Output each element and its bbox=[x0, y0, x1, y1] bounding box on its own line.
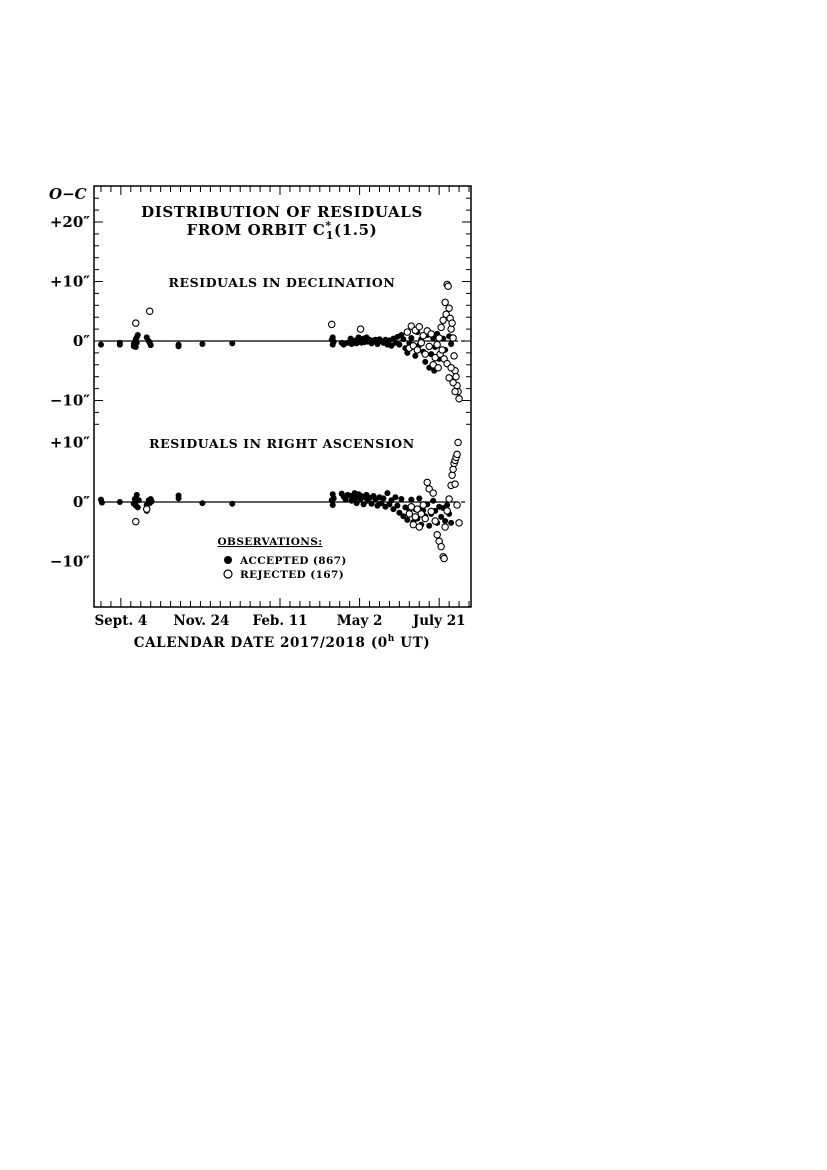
x-axis-label bbox=[134, 634, 431, 651]
accepted-point bbox=[148, 342, 154, 348]
accepted-point bbox=[134, 340, 140, 346]
rejected-point bbox=[404, 329, 410, 335]
rejected-point bbox=[446, 305, 452, 311]
accepted-point bbox=[422, 359, 428, 365]
accepted-point bbox=[396, 342, 402, 348]
accepted-point bbox=[384, 490, 390, 496]
rejected-point bbox=[438, 324, 444, 330]
rejected-point bbox=[434, 341, 440, 347]
title-sub: 1 bbox=[325, 229, 335, 242]
accepted-point bbox=[404, 517, 410, 523]
rejected-point bbox=[439, 347, 445, 353]
legend-heading: OBSERVATIONS: bbox=[217, 536, 323, 548]
accepted-point bbox=[392, 494, 398, 500]
y-tick-label: 0″ bbox=[72, 332, 90, 350]
chart-title-line2 bbox=[187, 219, 378, 242]
rejected-point bbox=[416, 324, 422, 330]
xlabel-prefix: CALENDAR DATE 2017/2018 (0 bbox=[133, 635, 388, 651]
legend-rejected-marker bbox=[224, 570, 232, 578]
rejected-point bbox=[454, 502, 460, 508]
panel-label-right-ascension: RESIDUALS IN RIGHT ASCENSION bbox=[149, 436, 415, 451]
rejected-point bbox=[147, 308, 153, 314]
legend-accepted-marker bbox=[224, 556, 232, 564]
y-tick-label: −10″ bbox=[49, 391, 90, 410]
accepted-point bbox=[199, 341, 205, 347]
y-tick-labels bbox=[50, 213, 90, 571]
rejected-point bbox=[426, 343, 432, 349]
accepted-point bbox=[199, 500, 205, 506]
rejected-point bbox=[441, 555, 447, 561]
accepted-point bbox=[448, 520, 454, 526]
rejected-point bbox=[428, 331, 434, 337]
rejected-point bbox=[444, 508, 450, 514]
accepted-point bbox=[331, 339, 337, 345]
rejected-point bbox=[416, 524, 422, 530]
rejected-point bbox=[452, 388, 458, 394]
accepted-point bbox=[117, 499, 123, 505]
accepted-point bbox=[98, 342, 104, 348]
rejected-point bbox=[133, 518, 139, 524]
rejected-point bbox=[445, 283, 451, 289]
rejected-point bbox=[436, 335, 442, 341]
rejected-point bbox=[450, 335, 456, 341]
rejected-point bbox=[430, 490, 436, 496]
chart-title-line1: DISTRIBUTION OF RESIDUALS bbox=[141, 203, 423, 221]
accepted-point bbox=[448, 341, 454, 347]
x-tick-label: July 21 bbox=[412, 613, 466, 629]
y-tick-label: +10″ bbox=[49, 433, 90, 452]
rejected-point bbox=[424, 479, 430, 485]
accepted-point bbox=[176, 343, 182, 349]
accepted-point bbox=[330, 502, 336, 508]
title-sup: * bbox=[325, 219, 332, 232]
x-tick-label: Nov. 24 bbox=[173, 613, 230, 629]
rejected-point bbox=[448, 326, 454, 332]
rejected-point bbox=[357, 326, 363, 332]
rejected-point bbox=[456, 396, 462, 402]
rejected-point bbox=[448, 365, 454, 371]
rejected-point bbox=[452, 481, 458, 487]
accepted-point bbox=[136, 497, 142, 503]
rejected-point bbox=[422, 351, 428, 357]
rejected-point bbox=[451, 353, 457, 359]
rejected-point bbox=[442, 524, 448, 530]
accepted-point bbox=[398, 496, 404, 502]
y-axis-label: O−C bbox=[49, 185, 87, 203]
rejected-point bbox=[438, 543, 444, 549]
accepted-point bbox=[135, 504, 141, 510]
rejected-point bbox=[432, 518, 438, 524]
data-points bbox=[98, 281, 462, 561]
xlabel-suffix: UT) bbox=[394, 635, 431, 651]
rejected-point bbox=[422, 515, 428, 521]
rejected-point bbox=[406, 511, 412, 517]
rejected-point bbox=[428, 508, 434, 514]
legend-accepted-label: ACCEPTED (867) bbox=[240, 555, 347, 567]
rejected-point bbox=[440, 317, 446, 323]
title-prefix: FROM ORBIT C bbox=[186, 221, 326, 239]
accepted-point bbox=[408, 497, 414, 503]
title-suffix: (1.5) bbox=[334, 221, 378, 239]
legend bbox=[218, 536, 347, 581]
accepted-point bbox=[229, 501, 235, 507]
rejected-point bbox=[454, 451, 460, 457]
y-tick-label: −10″ bbox=[49, 552, 90, 571]
rejected-point bbox=[144, 506, 150, 512]
rejected-point bbox=[450, 466, 456, 472]
rejected-point bbox=[435, 365, 441, 371]
accepted-point bbox=[442, 518, 448, 524]
xlabel-sup: h bbox=[387, 634, 395, 644]
rejected-point bbox=[329, 321, 335, 327]
accepted-point bbox=[380, 495, 386, 501]
accepted-point bbox=[408, 335, 414, 341]
legend-rejected-label: REJECTED (167) bbox=[240, 569, 345, 581]
y-tick-label: +10″ bbox=[49, 272, 90, 291]
rejected-point bbox=[418, 340, 424, 346]
accepted-point bbox=[229, 340, 235, 346]
zero-lines bbox=[99, 341, 465, 502]
x-tick-label: May 2 bbox=[336, 613, 383, 629]
accepted-point bbox=[444, 502, 450, 508]
accepted-point bbox=[430, 498, 436, 504]
accepted-point bbox=[416, 495, 422, 501]
y-tick-label: +20″ bbox=[49, 213, 90, 231]
accepted-point bbox=[149, 498, 155, 504]
rejected-point bbox=[449, 472, 455, 478]
panel-label-declination: RESIDUALS IN DECLINATION bbox=[168, 275, 396, 290]
accepted-point bbox=[331, 495, 337, 501]
accepted-point bbox=[135, 332, 141, 338]
rejected-point bbox=[420, 502, 426, 508]
x-tick-label: Sept. 4 bbox=[94, 613, 148, 629]
accepted-point bbox=[394, 503, 400, 509]
rejected-point bbox=[455, 439, 461, 445]
rejected-point bbox=[453, 374, 459, 380]
rejected-point bbox=[133, 320, 139, 326]
rejected-point bbox=[456, 520, 462, 526]
accepted-point bbox=[426, 523, 432, 529]
accepted-point bbox=[400, 336, 406, 342]
accepted-point bbox=[117, 342, 123, 348]
rejected-point bbox=[442, 299, 448, 305]
x-tick-label: Feb. 11 bbox=[252, 613, 308, 629]
accepted-point bbox=[99, 500, 105, 506]
rejected-point bbox=[412, 514, 418, 520]
accepted-point bbox=[176, 492, 182, 498]
y-tick-label: 0″ bbox=[72, 493, 90, 511]
rejected-point bbox=[446, 496, 452, 502]
rejected-point bbox=[434, 532, 440, 538]
rejected-point bbox=[450, 379, 456, 385]
accepted-point bbox=[134, 492, 140, 498]
accepted-point bbox=[412, 353, 418, 359]
rejected-point bbox=[449, 320, 455, 326]
rejected-point bbox=[414, 347, 420, 353]
x-tick-labels bbox=[94, 613, 465, 629]
